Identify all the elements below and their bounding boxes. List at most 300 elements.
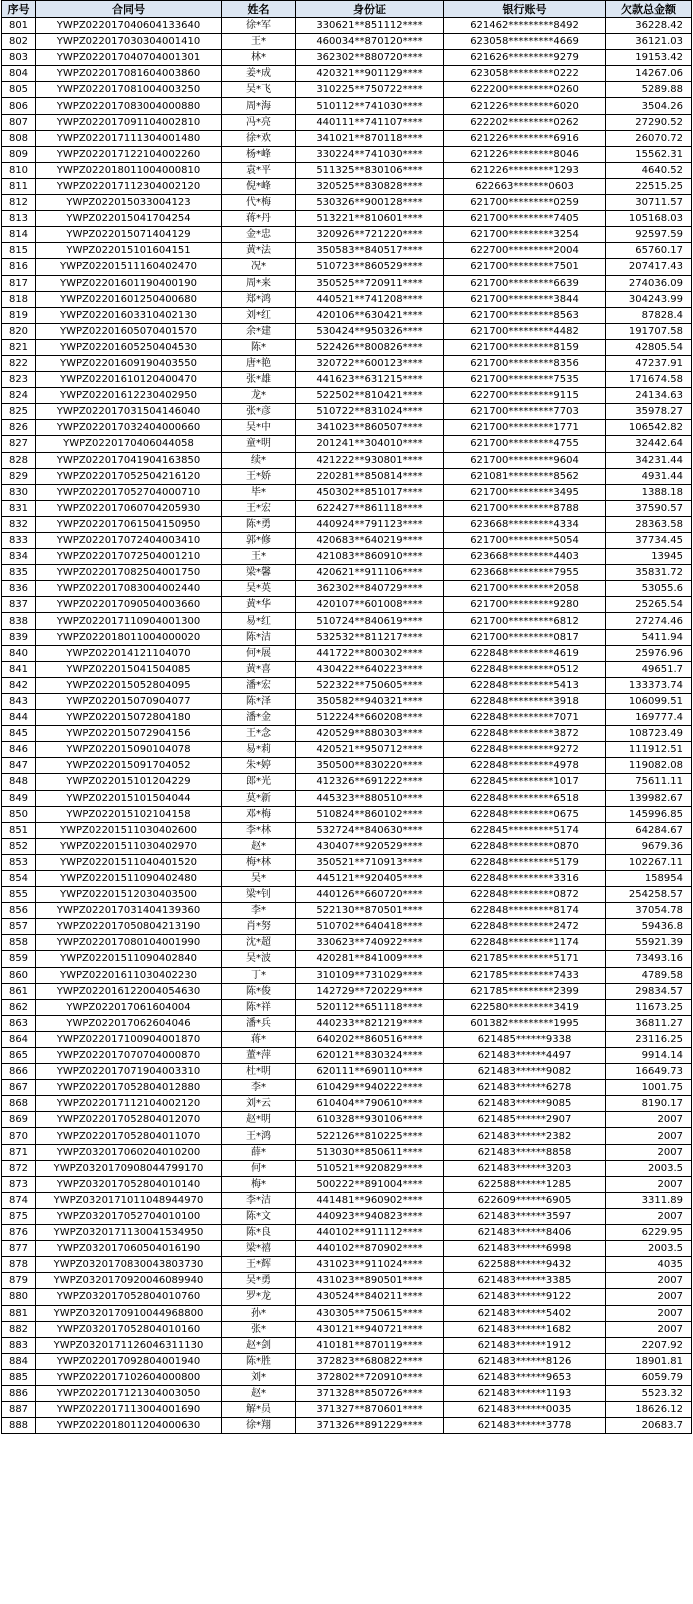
cell-contract-no: YWPZ022015101604151	[36, 243, 222, 259]
cell-total-debt: 119082.08	[606, 758, 692, 774]
cell-total-debt: 2007	[606, 1273, 692, 1289]
cell-name: 赵*剑	[222, 1337, 296, 1353]
cell-id-card: 412326**691222****	[296, 774, 444, 790]
cell-id-card: 510722**831024****	[296, 404, 444, 420]
cell-bank-account: 622580*********3419	[444, 999, 606, 1015]
cell-bank-account: 621700*********7535	[444, 372, 606, 388]
cell-id-card: 330224**741030****	[296, 146, 444, 162]
cell-contract-no: YWPZ022017081604003860	[36, 66, 222, 82]
table-row	[2, 806, 692, 822]
cell-contract-no: YWPZ022017031504146040	[36, 404, 222, 420]
cell-bank-account: 621483******8406	[444, 1225, 606, 1241]
cell-bank-account: 621483******8858	[444, 1144, 606, 1160]
cell-contract-no: YWPZ022017091104002810	[36, 114, 222, 130]
cell-index: 824	[2, 388, 36, 404]
cell-total-debt: 8190.17	[606, 1096, 692, 1112]
cell-bank-account: 621700*********0259	[444, 195, 606, 211]
cell-total-debt: 4931.44	[606, 468, 692, 484]
cell-total-debt: 19153.42	[606, 50, 692, 66]
cell-contract-no: YWPZ032017052704010100	[36, 1208, 222, 1224]
cell-total-debt: 87828.4	[606, 307, 692, 323]
cell-contract-no: YWPZ022017052804012070	[36, 1112, 222, 1128]
header-total-debt: 欠款总金额	[606, 1, 692, 18]
table-row	[2, 1305, 692, 1321]
cell-index: 842	[2, 677, 36, 693]
cell-id-card: 350521**710913****	[296, 854, 444, 870]
cell-contract-no: YWPZ0320170920046089940	[36, 1273, 222, 1289]
cell-contract-no: YWPZ022017061604004	[36, 999, 222, 1015]
cell-bank-account: 621700*********3844	[444, 291, 606, 307]
cell-contract-no: YWPZ02201612230402950	[36, 388, 222, 404]
cell-name: 吴*波	[222, 951, 296, 967]
cell-contract-no: YWPZ02201609190403550	[36, 355, 222, 371]
table-row	[2, 870, 692, 886]
cell-name: 陈*祥	[222, 999, 296, 1015]
cell-id-card: 640202**860516****	[296, 1031, 444, 1047]
cell-index: 830	[2, 484, 36, 500]
cell-contract-no: YWPZ022017110904001300	[36, 613, 222, 629]
cell-contract-no: YWPZ022015072804180	[36, 710, 222, 726]
table-row	[2, 645, 692, 661]
cell-name: 续*	[222, 452, 296, 468]
table-row	[2, 999, 692, 1015]
cell-id-card: 420281**841009****	[296, 951, 444, 967]
cell-bank-account: 622700*********2004	[444, 243, 606, 259]
cell-contract-no: YWPZ02201601250400680	[36, 291, 222, 307]
cell-bank-account: 621462*********8492	[444, 18, 606, 34]
cell-total-debt: 37734.45	[606, 533, 692, 549]
cell-bank-account: 621483******9085	[444, 1096, 606, 1112]
cell-bank-account: 622848*********0675	[444, 806, 606, 822]
cell-name: 解*员	[222, 1402, 296, 1418]
cell-contract-no: YWPZ022017122104002260	[36, 146, 222, 162]
cell-id-card: 450302**851017****	[296, 484, 444, 500]
cell-index: 812	[2, 195, 36, 211]
cell-bank-account: 621700*********0817	[444, 629, 606, 645]
cell-name: 肖*努	[222, 919, 296, 935]
cell-total-debt: 25265.54	[606, 597, 692, 613]
cell-contract-no: YWPZ02201610120400470	[36, 372, 222, 388]
cell-id-card: 371326**891229****	[296, 1418, 444, 1434]
table-row	[2, 903, 692, 919]
table-row	[2, 822, 692, 838]
table-row	[2, 50, 692, 66]
cell-contract-no: YWPZ022017100904001870	[36, 1031, 222, 1047]
cell-index: 840	[2, 645, 36, 661]
table-row	[2, 339, 692, 355]
cell-name: 倪*峰	[222, 178, 296, 194]
table-row	[2, 533, 692, 549]
cell-bank-account: 621081*********8562	[444, 468, 606, 484]
cell-bank-account: 623668*********4334	[444, 516, 606, 532]
cell-index: 855	[2, 887, 36, 903]
cell-id-card: 420521**950712****	[296, 742, 444, 758]
table-row	[2, 887, 692, 903]
cell-name: 陈*胜	[222, 1353, 296, 1369]
cell-id-card: 420107**601008****	[296, 597, 444, 613]
table-row	[2, 420, 692, 436]
cell-index: 884	[2, 1353, 36, 1369]
cell-name: 陈*	[222, 339, 296, 355]
table-row	[2, 1418, 692, 1434]
cell-index: 888	[2, 1418, 36, 1434]
cell-name: 沈*超	[222, 935, 296, 951]
cell-name: 徐*欢	[222, 130, 296, 146]
cell-bank-account: 622848*********0870	[444, 838, 606, 854]
cell-total-debt: 4789.58	[606, 967, 692, 983]
cell-total-debt: 36121.03	[606, 34, 692, 50]
cell-total-debt: 191707.58	[606, 323, 692, 339]
cell-index: 863	[2, 1015, 36, 1031]
cell-index: 886	[2, 1385, 36, 1401]
cell-bank-account: 621485******9338	[444, 1031, 606, 1047]
cell-name: 梅*林	[222, 854, 296, 870]
cell-index: 866	[2, 1064, 36, 1080]
cell-index: 881	[2, 1305, 36, 1321]
cell-id-card: 520112**651118****	[296, 999, 444, 1015]
cell-total-debt: 2007	[606, 1321, 692, 1337]
cell-total-debt: 145996.85	[606, 806, 692, 822]
table-row	[2, 1031, 692, 1047]
cell-contract-no: YWPZ022015101204229	[36, 774, 222, 790]
cell-id-card: 350582**940321****	[296, 693, 444, 709]
cell-bank-account: 621700*********3254	[444, 227, 606, 243]
cell-index: 833	[2, 533, 36, 549]
table-row	[2, 484, 692, 500]
cell-bank-account: 621483******1193	[444, 1385, 606, 1401]
cell-contract-no: YWPZ02201511030402600	[36, 822, 222, 838]
cell-name: 王*宏	[222, 500, 296, 516]
cell-bank-account: 622848*********0512	[444, 661, 606, 677]
cell-name: 王*鸿	[222, 1128, 296, 1144]
cell-bank-account: 623668*********7955	[444, 565, 606, 581]
cell-id-card: 362302**880720****	[296, 50, 444, 66]
cell-name: 林*	[222, 50, 296, 66]
cell-bank-account: 621483******8126	[444, 1353, 606, 1369]
cell-bank-account: 622848*********2472	[444, 919, 606, 935]
cell-contract-no: YWPZ032017060504016190	[36, 1241, 222, 1257]
cell-contract-no: YWPZ022017111304001480	[36, 130, 222, 146]
cell-total-debt: 13945	[606, 549, 692, 565]
cell-total-debt: 37590.57	[606, 500, 692, 516]
cell-id-card: 441481**960902****	[296, 1192, 444, 1208]
cell-total-debt: 111912.51	[606, 742, 692, 758]
cell-contract-no: YWPZ022017090504003660	[36, 597, 222, 613]
cell-index: 858	[2, 935, 36, 951]
cell-contract-no: YWPZ022017052804011070	[36, 1128, 222, 1144]
cell-name: 况*	[222, 259, 296, 275]
table-row	[2, 581, 692, 597]
cell-bank-account: 621700*********9604	[444, 452, 606, 468]
cell-name: 郑*鸿	[222, 291, 296, 307]
cell-name: 袁*平	[222, 162, 296, 178]
table-row	[2, 1144, 692, 1160]
cell-name: 黄*华	[222, 597, 296, 613]
table-row	[2, 307, 692, 323]
table-row	[2, 1385, 692, 1401]
table-row	[2, 98, 692, 114]
cell-total-debt: 25976.96	[606, 645, 692, 661]
cell-bank-account: 621700*********6812	[444, 613, 606, 629]
cell-name: 姜*成	[222, 66, 296, 82]
table-row	[2, 661, 692, 677]
cell-contract-no: YWPZ022017040704001301	[36, 50, 222, 66]
cell-total-debt: 2007	[606, 1176, 692, 1192]
cell-name: 潘*兵	[222, 1015, 296, 1031]
cell-bank-account: 621485******2907	[444, 1112, 606, 1128]
table-row	[2, 291, 692, 307]
cell-name: 周*海	[222, 98, 296, 114]
cell-total-debt: 30711.57	[606, 195, 692, 211]
cell-total-debt: 6229.95	[606, 1225, 692, 1241]
cell-name: 李*	[222, 903, 296, 919]
cell-index: 806	[2, 98, 36, 114]
cell-bank-account: 621483******3597	[444, 1208, 606, 1224]
table-row	[2, 935, 692, 951]
cell-total-debt: 2007	[606, 1305, 692, 1321]
cell-id-card: 440102**870902****	[296, 1241, 444, 1257]
cell-total-debt: 32442.64	[606, 436, 692, 452]
cell-id-card: 440102**911112****	[296, 1225, 444, 1241]
header-contract-no: 合同号	[36, 1, 222, 18]
cell-bank-account: 621700*********5054	[444, 533, 606, 549]
cell-id-card: 421083**860910****	[296, 549, 444, 565]
cell-id-card: 371327**870601****	[296, 1402, 444, 1418]
table-row	[2, 549, 692, 565]
cell-total-debt: 2007	[606, 1208, 692, 1224]
cell-contract-no: YWPZ022017072504001210	[36, 549, 222, 565]
cell-total-debt: 106542.82	[606, 420, 692, 436]
cell-total-debt: 34231.44	[606, 452, 692, 468]
cell-index: 805	[2, 82, 36, 98]
cell-contract-no: YWPZ022017030304001410	[36, 34, 222, 50]
cell-index: 870	[2, 1128, 36, 1144]
cell-name: 陈*文	[222, 1208, 296, 1224]
cell-contract-no: YWPZ02201511030402970	[36, 838, 222, 854]
cell-bank-account: 621700*********7501	[444, 259, 606, 275]
cell-id-card: 622427**861118****	[296, 500, 444, 516]
cell-contract-no: YWPZ022018011004000810	[36, 162, 222, 178]
cell-contract-no: YWPZ022017102604000800	[36, 1369, 222, 1385]
cell-name: 陈*俊	[222, 983, 296, 999]
cell-bank-account: 621700*********3495	[444, 484, 606, 500]
cell-bank-account: 622609******6905	[444, 1192, 606, 1208]
cell-bank-account: 621700*********8788	[444, 500, 606, 516]
cell-index: 854	[2, 870, 36, 886]
cell-contract-no: YWPZ0320170830043803730	[36, 1257, 222, 1273]
cell-name: 杨*峰	[222, 146, 296, 162]
cell-total-debt: 64284.67	[606, 822, 692, 838]
table-row	[2, 774, 692, 790]
cell-total-debt: 24134.63	[606, 388, 692, 404]
cell-bank-account: 621700*********7703	[444, 404, 606, 420]
cell-index: 825	[2, 404, 36, 420]
cell-contract-no: YWPZ022015041504085	[36, 661, 222, 677]
cell-bank-account: 621483******4497	[444, 1048, 606, 1064]
cell-bank-account: 621226*********1293	[444, 162, 606, 178]
cell-contract-no: YWPZ022017031404139360	[36, 903, 222, 919]
cell-index: 857	[2, 919, 36, 935]
cell-name: 余*建	[222, 323, 296, 339]
cell-contract-no: YWPZ032017060204010200	[36, 1144, 222, 1160]
cell-index: 862	[2, 999, 36, 1015]
table-row	[2, 1273, 692, 1289]
table-row	[2, 388, 692, 404]
header-row	[2, 1, 692, 18]
table-row	[2, 146, 692, 162]
cell-id-card: 420106**630421****	[296, 307, 444, 323]
cell-id-card: 440923**940823****	[296, 1208, 444, 1224]
cell-total-debt: 2007	[606, 1289, 692, 1305]
table-row	[2, 114, 692, 130]
cell-index: 801	[2, 18, 36, 34]
cell-index: 873	[2, 1176, 36, 1192]
cell-name: 陈*良	[222, 1225, 296, 1241]
cell-name: 徐*军	[222, 18, 296, 34]
cell-total-debt: 2007	[606, 1112, 692, 1128]
cell-id-card: 371328**850726****	[296, 1385, 444, 1401]
cell-index: 864	[2, 1031, 36, 1047]
cell-contract-no: YWPZ022018011004000020	[36, 629, 222, 645]
cell-id-card: 441722**800302****	[296, 645, 444, 661]
cell-index: 856	[2, 903, 36, 919]
table-row	[2, 468, 692, 484]
cell-total-debt: 35978.27	[606, 404, 692, 420]
cell-total-debt: 11673.25	[606, 999, 692, 1015]
cell-total-debt: 23116.25	[606, 1031, 692, 1047]
cell-total-debt: 26070.72	[606, 130, 692, 146]
cell-name: 张*	[222, 1321, 296, 1337]
cell-total-debt: 2007	[606, 1144, 692, 1160]
cell-id-card: 330621**851112****	[296, 18, 444, 34]
cell-contract-no: YWPZ022015101504044	[36, 790, 222, 806]
cell-name: 吴*	[222, 870, 296, 886]
cell-bank-account: 621700*********9280	[444, 597, 606, 613]
table-row	[2, 919, 692, 935]
table-row	[2, 597, 692, 613]
cell-name: 陈*洁	[222, 629, 296, 645]
cell-bank-account: 622848*********5179	[444, 854, 606, 870]
cell-total-debt: 18626.12	[606, 1402, 692, 1418]
cell-id-card: 440521**741208****	[296, 291, 444, 307]
table-row	[2, 1064, 692, 1080]
table-row	[2, 1321, 692, 1337]
cell-bank-account: 622848*********5413	[444, 677, 606, 693]
table-row	[2, 1080, 692, 1096]
cell-total-debt: 65760.17	[606, 243, 692, 259]
cell-total-debt: 15562.31	[606, 146, 692, 162]
cell-total-debt: 1388.18	[606, 484, 692, 500]
cell-contract-no: YWPZ022017061504150950	[36, 516, 222, 532]
cell-index: 822	[2, 355, 36, 371]
cell-contract-no: YWPZ022018011204000630	[36, 1418, 222, 1434]
cell-contract-no: YWPZ022017032404000660	[36, 420, 222, 436]
cell-contract-no: YWPZ02201511090402480	[36, 870, 222, 886]
cell-id-card: 421222**930801****	[296, 452, 444, 468]
cell-name: 梁*钊	[222, 887, 296, 903]
cell-id-card: 430422**640223****	[296, 661, 444, 677]
cell-index: 882	[2, 1321, 36, 1337]
cell-bank-account: 621700*********8159	[444, 339, 606, 355]
cell-index: 844	[2, 710, 36, 726]
cell-contract-no: YWPZ022015052804095	[36, 677, 222, 693]
cell-index: 883	[2, 1337, 36, 1353]
cell-id-card: 310225**750722****	[296, 82, 444, 98]
cell-index: 876	[2, 1225, 36, 1241]
cell-index: 872	[2, 1160, 36, 1176]
cell-total-debt: 37054.78	[606, 903, 692, 919]
cell-index: 865	[2, 1048, 36, 1064]
table-row	[2, 372, 692, 388]
cell-bank-account: 623668*********4403	[444, 549, 606, 565]
cell-id-card: 310109**731029****	[296, 967, 444, 983]
debt-table	[1, 0, 692, 1434]
cell-total-debt: 3311.89	[606, 1192, 692, 1208]
cell-id-card: 410181**870119****	[296, 1337, 444, 1353]
cell-id-card: 430524**840211****	[296, 1289, 444, 1305]
table-row	[2, 275, 692, 291]
cell-id-card: 512224**660208****	[296, 710, 444, 726]
cell-name: 易*莉	[222, 742, 296, 758]
cell-name: 童*明	[222, 436, 296, 452]
cell-name: 刘*云	[222, 1096, 296, 1112]
cell-bank-account: 621226*********6020	[444, 98, 606, 114]
cell-index: 814	[2, 227, 36, 243]
table-row	[2, 1208, 692, 1224]
cell-bank-account: 622845*********1017	[444, 774, 606, 790]
cell-total-debt: 53055.6	[606, 581, 692, 597]
cell-total-debt: 108723.49	[606, 726, 692, 742]
cell-name: 王*	[222, 549, 296, 565]
table-row	[2, 243, 692, 259]
cell-id-card: 430305**750615****	[296, 1305, 444, 1321]
cell-contract-no: YWPZ022015070904077	[36, 693, 222, 709]
cell-id-card: 511325**830106****	[296, 162, 444, 178]
cell-contract-no: YWPZ022015091704052	[36, 758, 222, 774]
cell-id-card: 510521**920829****	[296, 1160, 444, 1176]
cell-id-card: 372802**720910****	[296, 1369, 444, 1385]
cell-name: 刘*红	[222, 307, 296, 323]
cell-index: 875	[2, 1208, 36, 1224]
cell-id-card: 530326**900128****	[296, 195, 444, 211]
cell-bank-account: 622848*********3918	[444, 693, 606, 709]
cell-contract-no: YWPZ0220170406044058	[36, 436, 222, 452]
table-row	[2, 1048, 692, 1064]
cell-id-card: 341023**860507****	[296, 420, 444, 436]
cell-id-card: 420321**901129****	[296, 66, 444, 82]
table-row	[2, 323, 692, 339]
cell-total-debt: 139982.67	[606, 790, 692, 806]
cell-id-card: 510702**640418****	[296, 919, 444, 935]
cell-total-debt: 2007	[606, 1128, 692, 1144]
cell-bank-account: 622663*******0603	[444, 178, 606, 194]
cell-id-card: 620111**690110****	[296, 1064, 444, 1080]
cell-index: 826	[2, 420, 36, 436]
cell-total-debt: 5289.88	[606, 82, 692, 98]
table-row	[2, 66, 692, 82]
table-row	[2, 1402, 692, 1418]
cell-total-debt: 36228.42	[606, 18, 692, 34]
cell-id-card: 440111**741107****	[296, 114, 444, 130]
cell-total-debt: 28363.58	[606, 516, 692, 532]
cell-name: 毕*	[222, 484, 296, 500]
cell-name: 莫*新	[222, 790, 296, 806]
cell-bank-account: 622848*********0872	[444, 887, 606, 903]
cell-total-debt: 9914.14	[606, 1048, 692, 1064]
cell-name: 张*彦	[222, 404, 296, 420]
cell-id-card: 530424**950326****	[296, 323, 444, 339]
table-row	[2, 677, 692, 693]
